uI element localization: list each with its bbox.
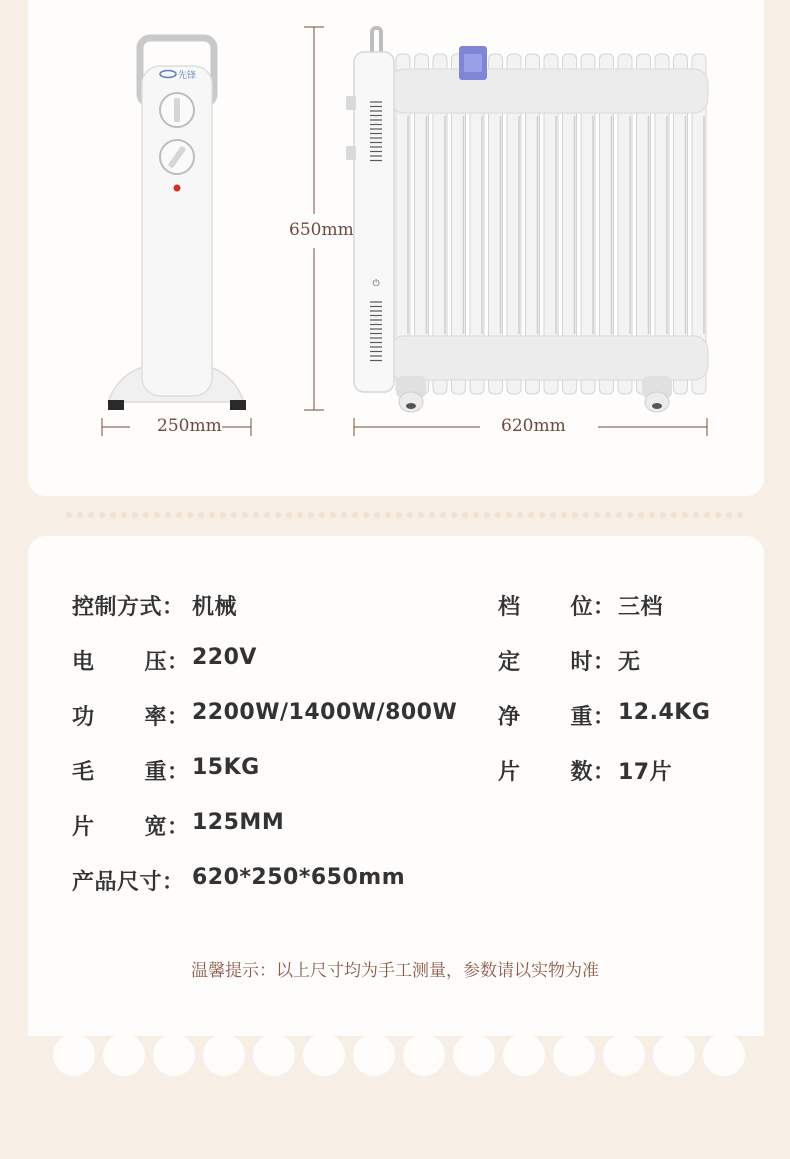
divider-dot	[396, 512, 402, 518]
divider-dot	[660, 512, 666, 518]
spec-left-label: 功 率：	[72, 705, 190, 730]
spec-left-value: 620*250*650mm	[192, 865, 406, 890]
divider-dot	[715, 512, 721, 518]
divider-dot	[275, 512, 281, 518]
svg-text:⏻: ⏻	[372, 279, 380, 289]
divider-dot	[363, 512, 369, 518]
divider-dot	[187, 512, 193, 518]
card-notch-right	[742, 496, 782, 536]
divider-dot	[539, 512, 545, 518]
dotted-divider	[66, 512, 746, 520]
scallop-edge	[303, 1034, 345, 1076]
depth-label: 250mm	[157, 416, 222, 436]
divider-dot	[209, 512, 215, 518]
divider-dot	[385, 512, 391, 518]
divider-dot	[561, 512, 567, 518]
heater-side-view	[100, 30, 252, 420]
svg-text:先锋: 先锋	[178, 71, 197, 81]
spec-left-value: 125MM	[192, 810, 285, 835]
divider-dot	[198, 512, 204, 518]
scallop-edge	[503, 1034, 545, 1076]
spec-left-label: 片 宽：	[72, 815, 190, 840]
divider-dot	[264, 512, 270, 518]
divider-dot	[319, 512, 325, 518]
divider-dot	[88, 512, 94, 518]
divider-dot	[341, 512, 347, 518]
divider-dot	[495, 512, 501, 518]
spec-left-label: 毛 重：	[72, 760, 190, 785]
divider-dot	[220, 512, 226, 518]
divider-dot	[440, 512, 446, 518]
scallop-edge	[603, 1034, 645, 1076]
divider-dot	[627, 512, 633, 518]
divider-dot	[242, 512, 248, 518]
divider-dot	[77, 512, 83, 518]
spec-left-value: 2200W/1400W/800W	[192, 700, 458, 725]
divider-dot	[616, 512, 622, 518]
divider-dot	[473, 512, 479, 518]
spec-right-value: 无	[618, 650, 641, 675]
card-notch-left	[8, 496, 48, 536]
scallop-edge	[53, 1034, 95, 1076]
divider-dot	[671, 512, 677, 518]
divider-dot	[330, 512, 336, 518]
divider-dot	[638, 512, 644, 518]
divider-dot	[704, 512, 710, 518]
divider-dot	[550, 512, 556, 518]
scallop-edge	[203, 1034, 245, 1076]
divider-dot	[605, 512, 611, 518]
spec-right-value: 17片	[618, 760, 673, 785]
spec-left-value: 15KG	[192, 755, 260, 780]
width-label: 620mm	[501, 416, 566, 436]
divider-dot	[594, 512, 600, 518]
divider-dot	[99, 512, 105, 518]
divider-dot	[66, 512, 72, 518]
scallop-edge	[153, 1034, 195, 1076]
divider-dot	[407, 512, 413, 518]
divider-dot	[121, 512, 127, 518]
divider-dot	[429, 512, 435, 518]
divider-dot	[506, 512, 512, 518]
divider-dot	[649, 512, 655, 518]
scallop-edge	[453, 1034, 495, 1076]
divider-dot	[154, 512, 160, 518]
divider-dot	[165, 512, 171, 518]
divider-dot	[308, 512, 314, 518]
spec-left-label: 电 压：	[72, 650, 190, 675]
spec-right-value: 三档	[618, 595, 664, 620]
scallop-edge	[553, 1034, 595, 1076]
divider-dot	[682, 512, 688, 518]
divider-dot	[572, 512, 578, 518]
divider-dot	[297, 512, 303, 518]
divider-dot	[418, 512, 424, 518]
scallop-edge	[703, 1034, 745, 1076]
divider-dot	[132, 512, 138, 518]
height-dimension	[302, 26, 326, 412]
scallop-edge	[103, 1034, 145, 1076]
divider-dot	[528, 512, 534, 518]
divider-dot	[484, 512, 490, 518]
divider-dot	[462, 512, 468, 518]
spec-left-value: 220V	[192, 645, 257, 670]
spec-right-label: 定 时：	[498, 650, 616, 675]
divider-dot	[286, 512, 292, 518]
heater-front-view	[340, 24, 712, 416]
spec-right-label: 片 数：	[498, 760, 616, 785]
spec-right-label: 档 位：	[498, 595, 616, 620]
divider-dot	[693, 512, 699, 518]
divider-dot	[231, 512, 237, 518]
scallop-edge	[253, 1034, 295, 1076]
divider-dot	[253, 512, 259, 518]
divider-dot	[737, 512, 743, 518]
divider-dot	[110, 512, 116, 518]
scallop-edge	[403, 1034, 445, 1076]
spec-left-value: 机械	[192, 595, 238, 620]
divider-dot	[451, 512, 457, 518]
divider-dot	[374, 512, 380, 518]
divider-dot	[583, 512, 589, 518]
spec-left-label: 控制方式：	[72, 595, 185, 620]
divider-dot	[726, 512, 732, 518]
spec-left-label: 产品尺寸：	[72, 870, 185, 895]
divider-dot	[176, 512, 182, 518]
scallop-edge	[353, 1034, 395, 1076]
divider-dot	[352, 512, 358, 518]
spec-right-label: 净 重：	[498, 705, 616, 730]
scallop-edge	[653, 1034, 695, 1076]
height-label: 650mm	[289, 220, 354, 240]
divider-dot	[143, 512, 149, 518]
measurement-note: 温馨提示：以上尺寸均为手工测量，参数请以实物为准	[191, 961, 599, 981]
divider-dot	[517, 512, 523, 518]
spec-right-value: 12.4KG	[618, 700, 711, 725]
